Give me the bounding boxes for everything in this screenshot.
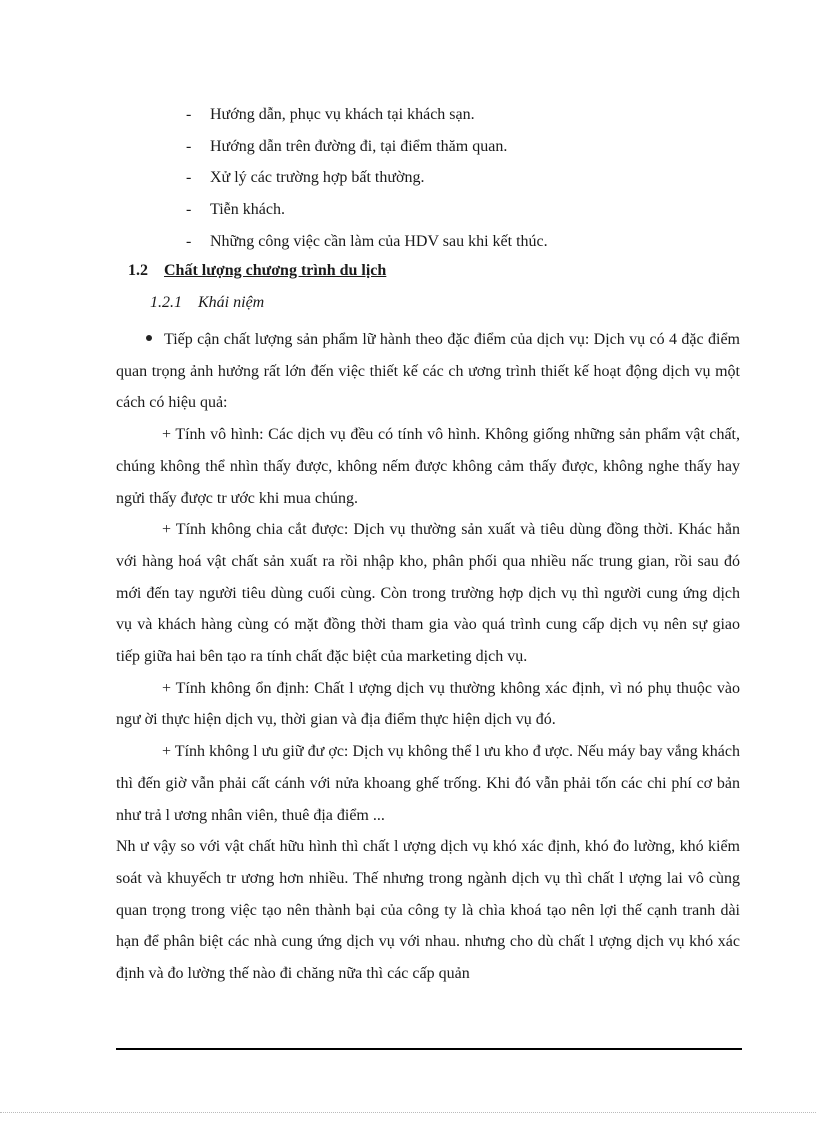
dash-marker: - — [186, 201, 192, 219]
list-item — [186, 166, 548, 198]
bullet-dot-icon — [146, 335, 152, 341]
task-bullet-list — [186, 103, 548, 261]
section-heading — [128, 262, 386, 280]
paragraph-perishability: + Tính không l ưu giữ đư ợc: Dịch vụ không thể l ưu kho đ ược. Nếu máy bay vắng khách thì đến giờ vẫn phải cất cánh với nửa khoang ghế trống. Khi đó vẫn phải tốn các chi phí cơ bản như trả l ương nhân viên, thuê địa điểm ... — [116, 743, 740, 824]
paragraph-variability: + Tính không ổn định: Chất l ượng dịch vụ thường không xác định, vì nó phụ thuộc vào ngư ời thực hiện dịch vụ, thời gian và địa điểm thực hiện dịch vụ đó. — [116, 679, 740, 729]
subsection-title: Khái niệm — [198, 294, 265, 311]
paragraph-intro: Tiếp cận chất lượng sản phẩm lữ hành theo đặc điểm của dịch vụ: Dịch vụ có 4 đặc điểm quan trọng ảnh hưởng rất lớn đến việc thiết kế các ch ương trình thiết kế hoạt động dịch vụ một cách có hiệu quả: — [116, 331, 740, 412]
list-item — [186, 230, 548, 262]
page-edge-divider — [0, 1112, 816, 1113]
subsection-heading — [150, 294, 264, 312]
list-item-text: Hướng dẫn, phục vụ khách tại khách sạn. — [210, 106, 475, 123]
dash-marker: - — [186, 106, 192, 123]
footer-rule — [116, 1048, 742, 1050]
list-item-text: Hướng dẫn trên đường đi, tại điểm thăm quan. — [210, 137, 508, 155]
paragraph-conclusion: Nh ư vậy so với vật chất hữu hình thì chất l ượng dịch vụ khó xác định, khó đo lường, khó kiểm soát và khuyếch tr ương hơn nhiều. Thế nhưng trong ngành dịch vụ thì chất l ượng lai vô cùng quan trọng trong việc tạo nên thành bại của công ty là chìa khoá tạo nên lợi thế cạnh tranh dài hạn để phân biệt các nhà cung ứng dịch vụ với nhau. nhưng cho dù chất l ượng dịch vụ khó xác định và đo lường thế nào đi chăng nữa thì các cấp quản — [116, 838, 740, 983]
list-item — [186, 135, 548, 167]
list-item-text: Tiễn khách. — [210, 201, 285, 219]
dash-marker: - — [186, 137, 192, 155]
paragraph-intangibility: + Tính vô hình: Các dịch vụ đều có tính vô hình. Không giống những sản phẩm vật chất, chúng không thể nhìn thấy được, không nếm được không cảm thấy được, không nghe thấy hay ngửi thấy được tr ước khi mua chúng. — [116, 426, 740, 507]
section-title: Chất lượng chương trình du lịch — [164, 262, 387, 279]
subsection-number: 1.2.1 — [150, 294, 182, 311]
list-item-text: Xử lý các trường hợp bất thường. — [210, 169, 425, 187]
body-text — [116, 324, 740, 990]
paragraph-inseparability: + Tính không chia cắt được: Dịch vụ thường sản xuất và tiêu dùng đồng thời. Khác hẳn với hàng hoá vật chất sản xuất ra rồi nhập kho, phân phối qua nhiều nấc trung gian, rồi sau đó mới đến tay người tiêu dùng cuối cùng. Còn trong trường hợp dịch vụ thì người cung ứng dịch vụ và khách hàng cùng có mặt đồng thời tham gia vào quá trình cung cấp dịch vụ nên sự giao tiếp giữa hai bên tạo ra tính chất đặc biệt của marketing dịch vụ. — [116, 521, 740, 666]
dash-marker: - — [186, 232, 192, 250]
dash-marker: - — [186, 169, 192, 187]
section-number: 1.2 — [128, 262, 148, 279]
list-item — [186, 103, 548, 135]
list-item-text: Những công việc cần làm của HDV sau khi kết thúc. — [210, 232, 548, 250]
list-item — [186, 198, 548, 230]
